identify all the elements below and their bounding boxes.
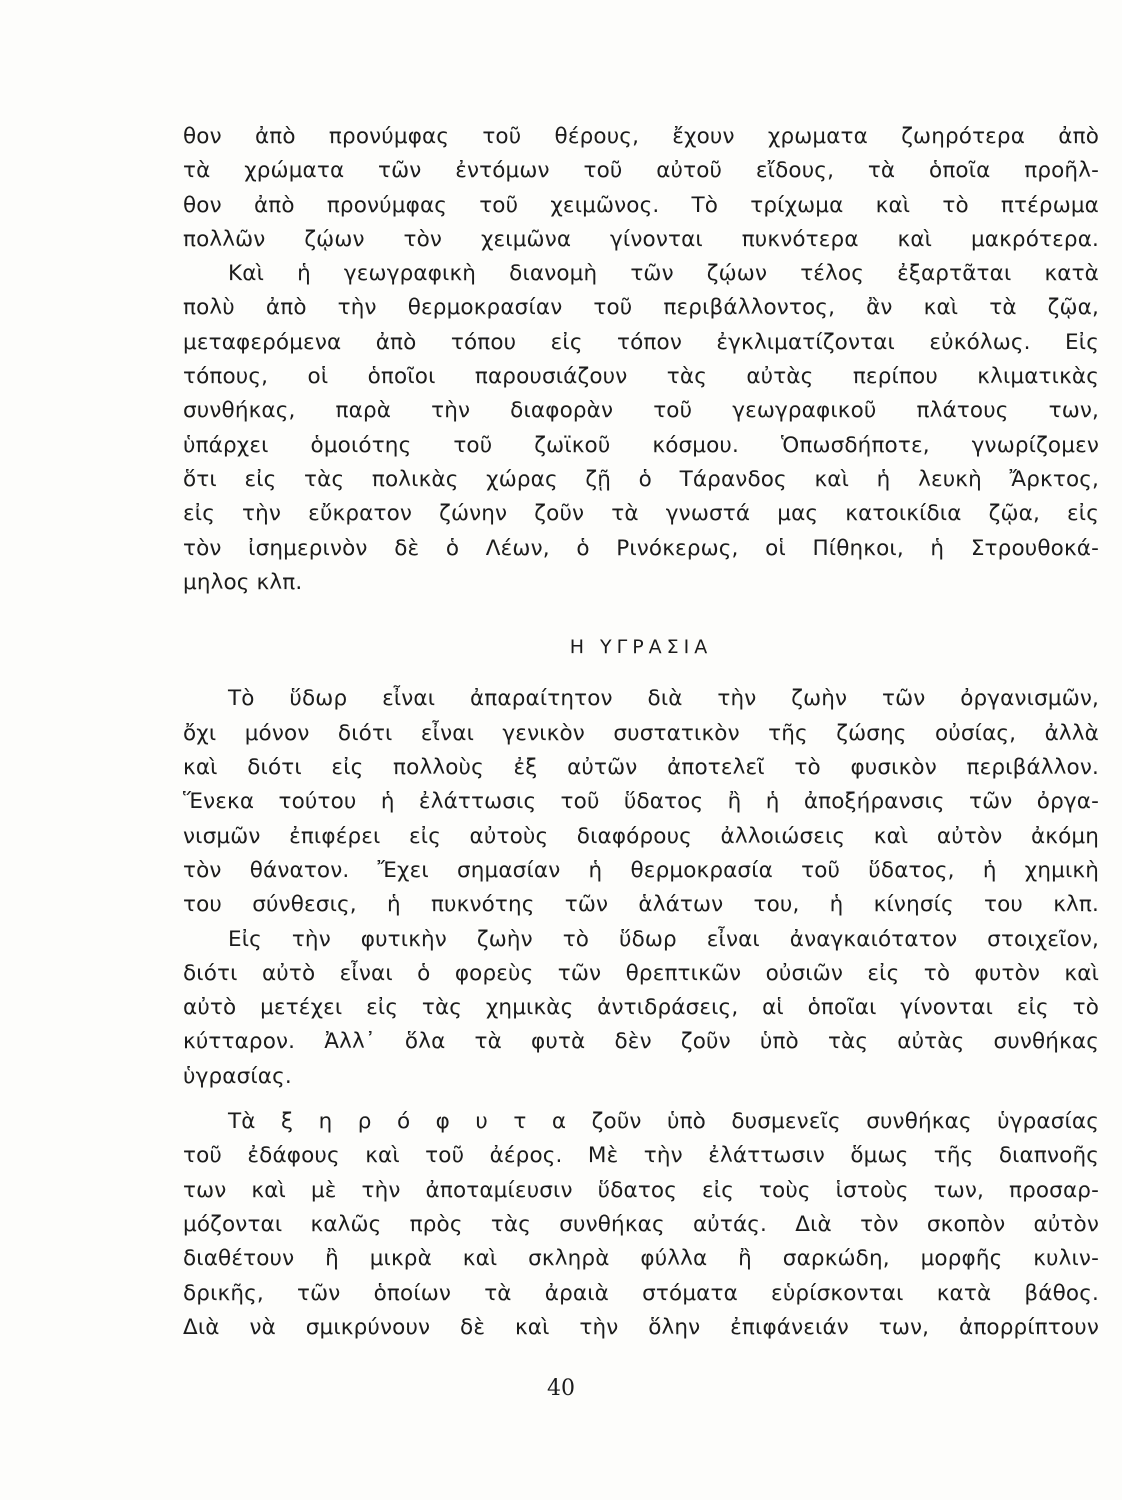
text-line: νισμῶν ἐπιφέρει εἰς αὐτοὺς διαφόρους ἀλλοιώσεις καὶ αὐτὸν ἀκόμη — [183, 823, 1099, 849]
page-number: 40 — [547, 1376, 575, 1401]
paragraph-water — [183, 682, 1099, 922]
text-line: πολλῶν ζῴων τὸν χειμῶνα γίνονται πυκνότερα καὶ μακρότερα. — [183, 226, 1099, 252]
text-line: μεταφερόμενα ἀπὸ τόπου εἰς τόπον ἐγκλιματίζονται εὐκόλως. Εἰς — [183, 329, 1099, 355]
text-line: Εἰς τὴν φυτικὴν ζωὴν τὸ ὕδωρ εἶναι ἀναγκαιότατον στοιχεῖον, — [228, 926, 1099, 952]
text-line: του σύνθεσις, ἡ πυκνότης τῶν ἁλάτων του, ἡ κίνησίς του κλπ. — [183, 892, 1099, 918]
text-line: καὶ διότι εἰς πολλοὺς ἐξ αὐτῶν ἀποτελεῖ τὸ φυσικὸν περιβάλλον. — [183, 755, 1099, 781]
text-line: πολὺ ἀπὸ τὴν θερμοκρασίαν τοῦ περιβάλλοντος, ἂν καὶ τὰ ζῷα, — [183, 295, 1099, 321]
text-line: ὅτι εἰς τὰς πολικὰς χώρας ζῇ ὁ Τάρανδος καὶ ἡ λευκὴ Ἄρκτος, — [183, 466, 1099, 492]
text-line: μηλος κλπ. — [183, 569, 303, 595]
text-line: τὸν ἰσημερινὸν δὲ ὁ Λέων, ὁ Ρινόκερως, οἱ Πίθηκοι, ἡ Στρουθοκά- — [183, 535, 1099, 561]
text-line: Ἕνεκα τούτου ἡ ἐλάττωσις τοῦ ὕδατος ἢ ἡ ἀποξήρανσις τῶν ὀργα- — [183, 789, 1099, 815]
paragraph-gap — [183, 1094, 1099, 1105]
text-line: ὑγρασίας. — [183, 1063, 292, 1089]
text-line: συνθήκας, παρὰ τὴν διαφορὰν τοῦ γεωγραφικοῦ πλάτους των, — [183, 398, 1099, 424]
text-line: θον ἀπὸ προνύμφας τοῦ χειμῶνος. Τὸ τρίχωμα καὶ τὸ πτέρωμα — [183, 192, 1099, 218]
paragraph-xerophytes — [183, 1105, 1099, 1345]
text-line: ὑπάρχει ὁμοιότης τοῦ ζωϊκοῦ κόσμου. Ὁπωσδήποτε, γνωρίζομεν — [183, 432, 1099, 458]
text-line: αὐτὸ μετέχει εἰς τὰς χημικὰς ἀντιδράσεις, αἱ ὁποῖαι γίνονται εἰς τὸ — [183, 995, 1099, 1021]
text-line: των καὶ μὲ τὴν ἀποταμίευσιν ὕδατος εἰς τοὺς ἱστοὺς των, προσαρ- — [183, 1177, 1099, 1203]
intro-paragraph — [183, 120, 1099, 600]
text-line: τόπους, οἱ ὁποῖοι παρουσιάζουν τὰς αὐτὰς περίπου κλιματικὰς — [183, 364, 1099, 390]
text-line: δρικῆς, τῶν ὁποίων τὰ ἀραιὰ στόματα εὑρίσκονται κατὰ βάθος. — [183, 1280, 1099, 1306]
text-line: Τὸ ὕδωρ εἶναι ἀπαραίτητον διὰ τὴν ζωὴν τῶν ὀργανισμῶν, — [228, 686, 1099, 712]
text-line: Διὰ νὰ σμικρύνουν δὲ καὶ τὴν ὅλην ἐπιφάνειάν των, ἀπορρίπτουν — [183, 1314, 1099, 1340]
text-line: ὄχι μόνον διότι εἶναι γενικὸν συστατικὸν τῆς ζώσης οὐσίας, ἀλλὰ — [183, 720, 1099, 746]
text-line: τὸν θάνατον. Ἔχει σημασίαν ἡ θερμοκρασία τοῦ ὕδατος, ἡ χημικὴ — [183, 857, 1099, 883]
text-line: εἰς τὴν εὔκρατον ζώνην ζοῦν τὰ γνωστά μας κατοικίδια ζῷα, εἰς — [183, 501, 1099, 527]
paragraph-plants — [183, 923, 1099, 1094]
text-line: τοῦ ἐδάφους καὶ τοῦ ἀέρος. Μὲ τὴν ἐλάττωσιν ὅμως τῆς διαπνοῆς — [183, 1143, 1099, 1169]
text-line: διότι αὐτὸ εἶναι ὁ φορεὺς τῶν θρεπτικῶν οὐσιῶν εἰς τὸ φυτὸν καὶ — [183, 960, 1099, 986]
text-column — [183, 120, 1099, 1345]
text-line: κύτταρον. Ἀλλ᾽ ὅλα τὰ φυτὰ δὲν ζοῦν ὑπὸ τὰς αὐτὰς συνθήκας — [183, 1029, 1099, 1055]
text-line: διαθέτουν ἢ μικρὰ καὶ σκληρὰ φύλλα ἢ σαρκώδη, μορφῆς κυλιν- — [183, 1246, 1099, 1272]
text-line: θον ἀπὸ προνύμφας τοῦ θέρους, ἔχουν χρωματα ζωηρότερα ἀπὸ — [183, 124, 1099, 149]
text-line: Καὶ ἡ γεωγραφικὴ διανομὴ τῶν ζῴων τέλος ἐξαρτᾶται κατὰ — [228, 261, 1099, 287]
text-line: τὰ χρώματα τῶν ἐντόμων τοῦ αὐτοῦ εἴδους, τὰ ὁποῖα προῆλ- — [183, 158, 1099, 184]
section-heading: Η ΥΓΡΑΣΙΑ — [569, 636, 713, 659]
text-line: μόζονται καλῶς πρὸς τὰς συνθήκας αὐτάς. Διὰ τὸν σκοπὸν αὐτὸν — [183, 1211, 1099, 1237]
text-line: Τὰ ξ η ρ ό φ υ τ α ζοῦν ὑπὸ δυσμενεῖς συνθήκας ὑγρασίας — [228, 1109, 1099, 1135]
